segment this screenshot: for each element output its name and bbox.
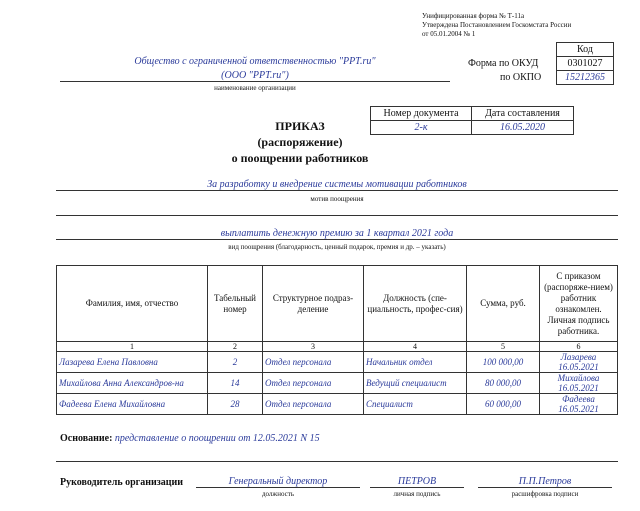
okud-label: Форма по ОКУД: [468, 58, 539, 69]
col-tab-header: Табельный номер: [208, 266, 263, 342]
employee-signature: [540, 394, 618, 415]
title-line2: (распоряжение): [257, 135, 343, 149]
signature-name: Михайлова: [557, 373, 600, 383]
col-sum-header: Сумма, руб.: [467, 266, 540, 342]
okpo-label: по ОКПО: [500, 72, 542, 83]
table-row: [57, 394, 618, 415]
employees-table: [56, 265, 618, 415]
form-name: Унифицированная форма № Т-11а: [422, 12, 525, 20]
org-name-line1: Общество с ограниченной ответственностью "PPT.ru": [134, 56, 376, 67]
employee-dept: Отдел персонала: [263, 352, 364, 373]
basis-extra-line: [56, 460, 618, 462]
head-position-caption: должность: [261, 490, 295, 498]
employee-dept: Отдел персонала: [263, 373, 364, 394]
org-caption: наименование организации: [214, 84, 296, 92]
title-line3: о поощрении работников: [231, 151, 369, 165]
doc-number-header: Номер документа: [371, 107, 472, 121]
head-sign: ПЕТРОВ: [370, 476, 464, 488]
col-number: 1: [57, 342, 208, 352]
head-sign-caption: личная подпись: [393, 490, 441, 498]
head-decoded-caption: расшифровка подписи: [511, 490, 579, 498]
employee-position: Ведущий специалист: [364, 373, 467, 394]
employee-sum: 100 000,00: [467, 352, 540, 373]
doc-date: 16.05.2020: [472, 121, 574, 135]
employee-signature: [540, 352, 618, 373]
employee-signature: [540, 373, 618, 394]
basis-label: Основание:: [60, 433, 113, 444]
order-title: [230, 118, 370, 166]
motive-extra-line: [56, 214, 618, 216]
title-line1: ПРИКАЗ: [275, 119, 325, 133]
col-dept-header: Структурное подраз-деление: [263, 266, 364, 342]
table-row: [57, 352, 618, 373]
head-position: Генеральный директор: [196, 476, 360, 488]
doc-number-table: [370, 106, 574, 135]
codes-header: Код: [557, 43, 614, 57]
col-pos-header: Должность (спе-циальность, профес-сия): [364, 266, 467, 342]
employee-position: Начальник отдел: [364, 352, 467, 373]
employee-tab: 14: [208, 373, 263, 394]
signature-date: 16.05.2021: [558, 404, 599, 414]
col-number: 3: [263, 342, 364, 352]
employee-tab: 28: [208, 394, 263, 415]
basis-line: [60, 433, 320, 444]
basis-value: представление о поощрении от 12.05.2021 N 15: [114, 433, 320, 444]
employee-tab: 2: [208, 352, 263, 373]
doc-date-header: Дата составления: [472, 107, 574, 121]
reward-value: выплатить денежную премию за 1 квартал 2021 года: [56, 228, 618, 240]
head-decoded: П.П.Петров: [478, 476, 612, 488]
signature-date: 16.05.2021: [558, 362, 599, 372]
okpo-value: 15212365: [557, 71, 614, 85]
form-legal-note: [422, 12, 571, 39]
employee-dept: Отдел персонала: [263, 394, 364, 415]
codes-table: [556, 42, 614, 85]
col-number: 4: [364, 342, 467, 352]
col-number: 2: [208, 342, 263, 352]
head-label: Руководитель организации: [60, 477, 184, 488]
employee-name: Михайлова Анна Александров-на: [57, 373, 208, 394]
signature-date: 16.05.2021: [558, 383, 599, 393]
motive-caption: мотив поощрения: [310, 195, 364, 203]
reward-caption: вид поощрения (благодарность, ценный подарок, премия и др. – указать): [228, 243, 446, 251]
table-row: [57, 373, 618, 394]
col-number: 6: [540, 342, 618, 352]
employee-position: Специалист: [364, 394, 467, 415]
employee-sum: 80 000,00: [467, 373, 540, 394]
motive-value: За разработку и внедрение системы мотивации работников: [56, 179, 618, 191]
col-name-header: Фамилия, имя, отчество: [57, 266, 208, 342]
signature-name: Лазарева: [560, 352, 597, 362]
employee-name: Фадеева Елена Михайловна: [57, 394, 208, 415]
signature-name: Фадеева: [562, 394, 595, 404]
col-sign-header: С приказом (распоряже-нием) работник ознакомлен. Личная подпись работника.: [540, 266, 618, 342]
employee-sum: 60 000,00: [467, 394, 540, 415]
form-approval-date: от 05.01.2004 № 1: [422, 30, 476, 38]
okud-value: 0301027: [557, 57, 614, 71]
employee-name: Лазарева Елена Павловна: [57, 352, 208, 373]
org-name-line2: (ООО "PPT.ru"): [60, 70, 450, 82]
form-approval: Утверждена Постановлением Госкомстата России: [422, 21, 572, 29]
doc-number: 2-к: [371, 121, 472, 135]
col-number: 5: [467, 342, 540, 352]
